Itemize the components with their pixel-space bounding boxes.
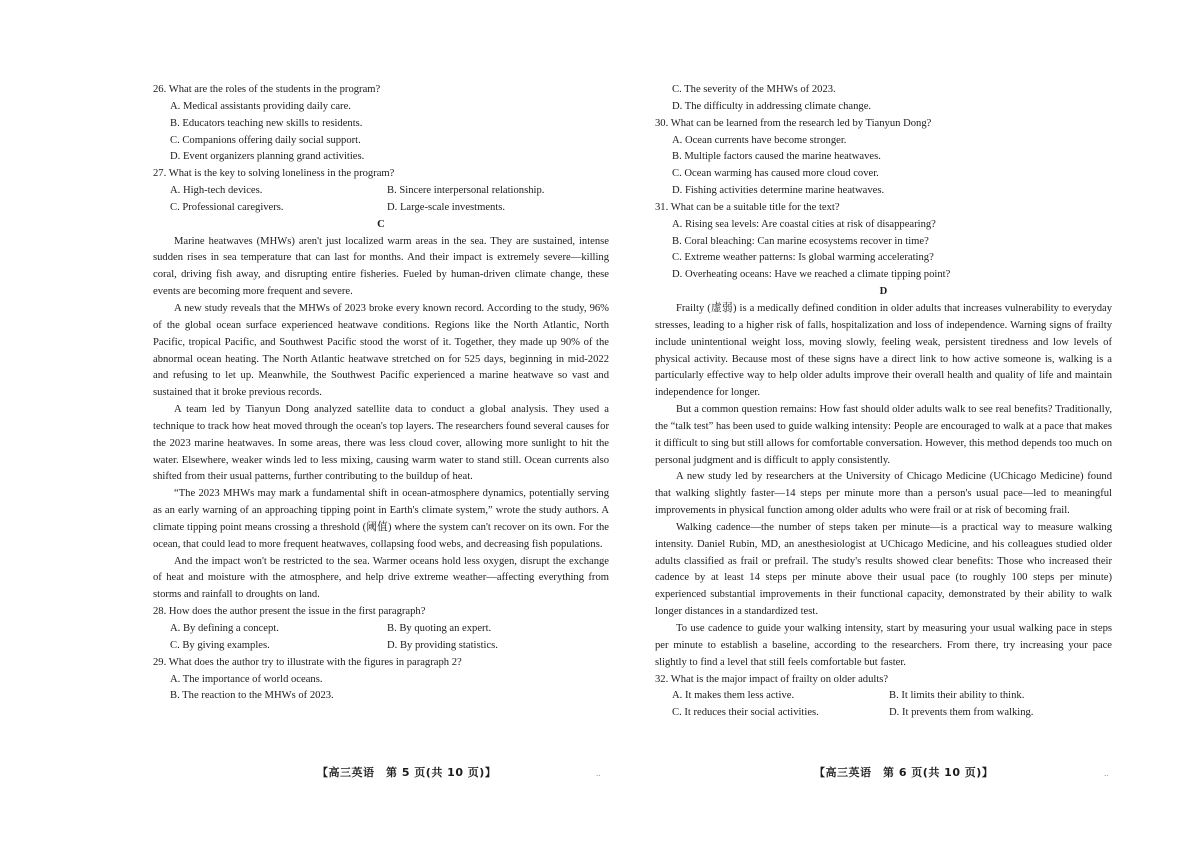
option-26-d: D. Event organizers planning grand activities. bbox=[170, 151, 365, 163]
passage-d-paragraph-2: But a common question remains: How fast should older adults walk to see real benefits? Traditionally, the “talk test” has been used to guide walking intensity: People are encouraged to walk at a pace that makes it difficult to sing but still allows for comfortable conversation. However, this method depends too much on personal judgment and is difficult to apply consistently. bbox=[655, 404, 1112, 466]
passage-d-paragraph-3: A new study led by researchers at the University of Chicago Medicine (UChicago Medicine) found that walking slightly faster—14 steps per minute more than a person's usual pace—led to meaningful improvements in physical function among older adults who were frail or at risk of becoming frail. bbox=[655, 471, 1112, 517]
option-26-b: B. Educators teaching new skills to residents. bbox=[170, 117, 363, 129]
option-28-d: D. By providing statistics. bbox=[387, 639, 498, 651]
question-27: 27. What is the key to solving loneliness in the program? bbox=[153, 168, 395, 180]
option-30-b: B. Multiple factors caused the marine heatwaves. bbox=[672, 151, 881, 163]
option-29-d: D. The difficulty in addressing climate change. bbox=[672, 100, 872, 112]
option-26-a: A. Medical assistants providing daily care. bbox=[170, 100, 351, 112]
option-27-a: A. High-tech devices. bbox=[170, 185, 263, 197]
options-27-row-2 bbox=[170, 200, 609, 217]
option-27-b: B. Sincere interpersonal relationship. bbox=[387, 185, 545, 197]
passage-d-paragraph-1: Frailty (虚弱) is a medically defined condition in older adults that increases vulnerability to everyday stresses, leading to a higher risk of falls, hospitalization and loss of independence. Warning signs of frailty include unintentional weight loss, moving slowly, feeling weak, persistent tiredness and low levels of physical activity. Because most of these signs have a direct link to how active someone is, walking is a particularly effective way to help older adults improve their overall health and quality of life and maintain independence for longer. bbox=[655, 302, 1112, 399]
option-32-d: D. It prevents them from walking. bbox=[889, 707, 1034, 719]
option-31-c: C. Extreme weather patterns: Is global warming accelerating? bbox=[672, 252, 934, 264]
option-28-c: C. By giving examples. bbox=[170, 639, 270, 651]
passage-d-paragraph-5: To use cadence to guide your walking intensity, start by measuring your usual walking pace in steps per minute to establish a baseline, according to the researchers. From there, try increasing your pace slightly to find a level that still feels comfortable but faster. bbox=[655, 623, 1112, 668]
options-28-row-1 bbox=[170, 621, 609, 638]
question-26: 26. What are the roles of the students in the program? bbox=[153, 84, 381, 95]
question-28: 28. How does the author present the issue in the first paragraph? bbox=[153, 606, 426, 618]
section-heading-c: C bbox=[377, 218, 385, 230]
option-29-b: B. The reaction to the MHWs of 2023. bbox=[170, 690, 334, 702]
option-30-c: C. Ocean warming has caused more cloud cover. bbox=[672, 168, 879, 180]
option-27-c: C. Professional caregivers. bbox=[170, 201, 284, 213]
question-30: 30. What can be learned from the research led by Tianyun Dong? bbox=[655, 117, 932, 129]
option-30-a: A. Ocean currents have become stronger. bbox=[672, 134, 847, 146]
right-page-column bbox=[655, 82, 1112, 722]
option-30-d: D. Fishing activities determine marine heatwaves. bbox=[672, 185, 885, 197]
option-28-b: B. By quoting an expert. bbox=[387, 623, 492, 634]
page-footer-5: 【高三英语 第 5 页(共 10 页)】 bbox=[317, 766, 497, 779]
option-31-a: A. Rising sea levels: Are coastal cities at risk of disappearing? bbox=[672, 218, 936, 230]
option-26-c: C. Companions offering daily social support. bbox=[170, 134, 361, 146]
option-32-b: B. It limits their ability to think. bbox=[889, 690, 1025, 702]
options-32-row-2 bbox=[672, 705, 1112, 722]
option-31-d: D. Overheating oceans: Have we reached a climate tipping point? bbox=[672, 269, 951, 281]
passage-c-paragraph-1: Marine heatwaves (MHWs) aren't just localized warm areas in the sea. They are sustained, intense sudden rises in sea temperature that can last for months. And their impact is extremely severe—killing coral, driving fish away, and disrupting entire fisheries. Fueled by human-driven climate change, these events are becoming more frequent and severe. bbox=[153, 235, 609, 298]
passage-c-paragraph-3: A team led by Tianyun Dong analyzed satellite data to conduct a global analysis. They used a technique to track how heat moved through the ocean's top layers. The researchers found several causes for the 2023 marine heatwaves. In some areas, there was less cloud cover, allowing more sunlight to hit the water. Elsewhere, weaker winds led to less mixing, causing warm water to stand still. Ocean currents also shifted from their usual patterns, further contributing to the buildup of heat. bbox=[153, 404, 609, 483]
section-heading-d: D bbox=[879, 286, 888, 298]
question-32: 32. What is the major impact of frailty on older adults? bbox=[655, 673, 889, 685]
question-29: 29. What does the author try to illustrate with the figures in paragraph 2? bbox=[153, 656, 462, 668]
option-32-a: A. It makes them less active. bbox=[672, 690, 795, 702]
options-32-row-1 bbox=[672, 688, 1112, 705]
left-page-column bbox=[153, 82, 609, 705]
page-mark-dots-right: .. bbox=[1104, 768, 1109, 778]
option-29-a: A. The importance of world oceans. bbox=[170, 673, 323, 685]
question-31: 31. What can be a suitable title for the text? bbox=[655, 201, 840, 213]
option-32-c: C. It reduces their social activities. bbox=[672, 707, 819, 719]
passage-c-paragraph-4: “The 2023 MHWs may mark a fundamental shift in ocean-atmosphere dynamics, potentially serving as an early warning of an approaching tipping point in Earth's climate system,” wrote the study authors. A climate tipping point means crossing a threshold (阈值) where the system can't recover on its own. For the ocean, that could lead to more frequent heatwaves, collapsing food webs, and decreasing fish populations. bbox=[153, 488, 609, 550]
passage-c-paragraph-5: And the impact won't be restricted to the sea. Warmer oceans hold less oxygen, disrupt the exchange of heat and moisture with the atmosphere, and help drive extreme weather—affecting everything from storms and rainfall to droughts on land. bbox=[153, 555, 609, 601]
page-mark-dots-left: .. bbox=[596, 768, 601, 778]
options-28-row-2 bbox=[170, 638, 609, 655]
passage-c-paragraph-2: A new study reveals that the MHWs of 2023 broke every known record. According to the study, 96% of the global ocean surface experienced heatwave conditions. Regions like the North Atlantic, North Pacific, tropical Pacific, and Southwest Pacific stood the worst of it. Together, they made up 90% of the abnormal ocean heating. The North Atlantic heatwave stretched on for 525 days, beginning in mid-2022 and refusing to let up. Meanwhile, the Southwest Pacific experienced a marine heatwave so vast and sustained that it broke previous records. bbox=[153, 302, 609, 399]
options-27-row-1 bbox=[170, 183, 609, 200]
option-27-d: D. Large-scale investments. bbox=[387, 201, 506, 213]
option-29-c: C. The severity of the MHWs of 2023. bbox=[672, 84, 836, 95]
option-31-b: B. Coral bleaching: Can marine ecosystems recover in time? bbox=[672, 235, 929, 247]
option-28-a: A. By defining a concept. bbox=[170, 623, 279, 634]
page-footer-6: 【高三英语 第 6 页(共 10 页)】 bbox=[814, 766, 994, 779]
passage-d-paragraph-4: Walking cadence—the number of steps taken per minute—is a practical way to measure walking intensity. Daniel Rubin, MD, an anesthesiologist at UChicago Medicine, and his colleagues studied older adults classified as frail or prefrail. The study's results showed clear benefits: Those who increased their cadence by at least 14 steps per minute above their usual pace (to roughly 100 steps per minute) experienced substantial improvements in their functional capacity, demonstrated by their ability to walk longer distances in a standardized test. bbox=[655, 521, 1112, 618]
